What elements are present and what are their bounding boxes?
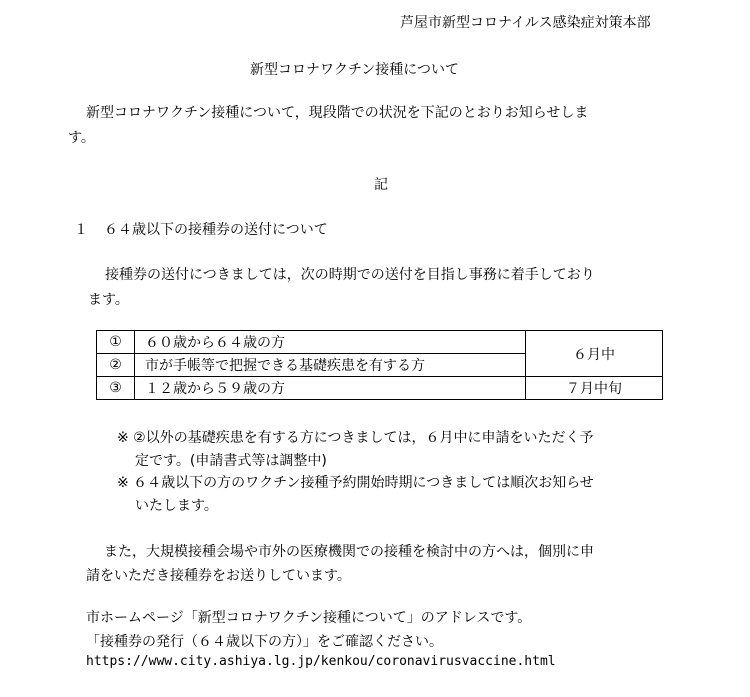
section-1-number: １: [74, 222, 88, 238]
table-row: [97, 377, 663, 400]
note-2-line-2: いたします。: [135, 498, 218, 514]
note-1-line-2: 定です。(申請書式等は調整中): [135, 453, 327, 469]
website-url[interactable]: https://www.city.ashiya.lg.jp/kenkou/coronavirusvaccine.html: [86, 654, 556, 669]
mass-vaccination-line-1: また，大規模接種会場や市外の医療機関での接種を検討中の方へは，個別に申: [104, 544, 594, 560]
note-1-line-1: ※ ②以外の基礎疾患を有する方につきましては，６月中に申請をいただく予: [117, 430, 594, 446]
row-target: １２歳から５９歳の方: [135, 377, 526, 400]
intro-line-2: す。: [68, 130, 95, 146]
row-target: ６０歳から６４歳の方: [135, 331, 526, 354]
row-number: ②: [97, 354, 135, 377]
table-row: [97, 331, 663, 354]
row-number: ③: [97, 377, 135, 400]
website-line-2: 「接種券の発行（６４歳以下の方）」をご確認ください。: [86, 634, 443, 650]
note-2-line-1: ※ ６４歳以下の方のワクチン接種予約開始時期につきましては順次お知らせ: [117, 475, 594, 491]
document-title: 新型コロナワクチン接種について: [250, 62, 460, 78]
organization-name: 芦屋市新型コロナイルス感染症対策本部: [400, 15, 651, 31]
website-line-1: 市ホームページ「新型コロナワクチン接種について」のアドレスです。: [86, 610, 532, 626]
ki-heading: 記: [374, 177, 388, 193]
schedule-table: [96, 330, 663, 400]
section-1-title: ６４歳以下の接種券の送付について: [104, 222, 328, 238]
row-timing: ６月中: [526, 331, 663, 377]
row-number: ①: [97, 331, 135, 354]
section-1-heading: [74, 219, 328, 239]
row-target: 市が手帳等で把握できる基礎疾患を有する方: [135, 354, 526, 377]
mass-vaccination-line-2: 請をいただき接種券をお送りしています。: [86, 568, 351, 584]
intro-line-1: 新型コロナワクチン接種について，現段階での状況を下記のとおりお知らせしま: [86, 105, 589, 121]
section-1-paragraph-line-2: ます。: [88, 292, 129, 308]
row-timing: ７月中旬: [526, 377, 663, 400]
section-1-paragraph-line-1: 接種券の送付につきましては，次の時期での送付を目指し事務に着手しており: [105, 267, 595, 283]
